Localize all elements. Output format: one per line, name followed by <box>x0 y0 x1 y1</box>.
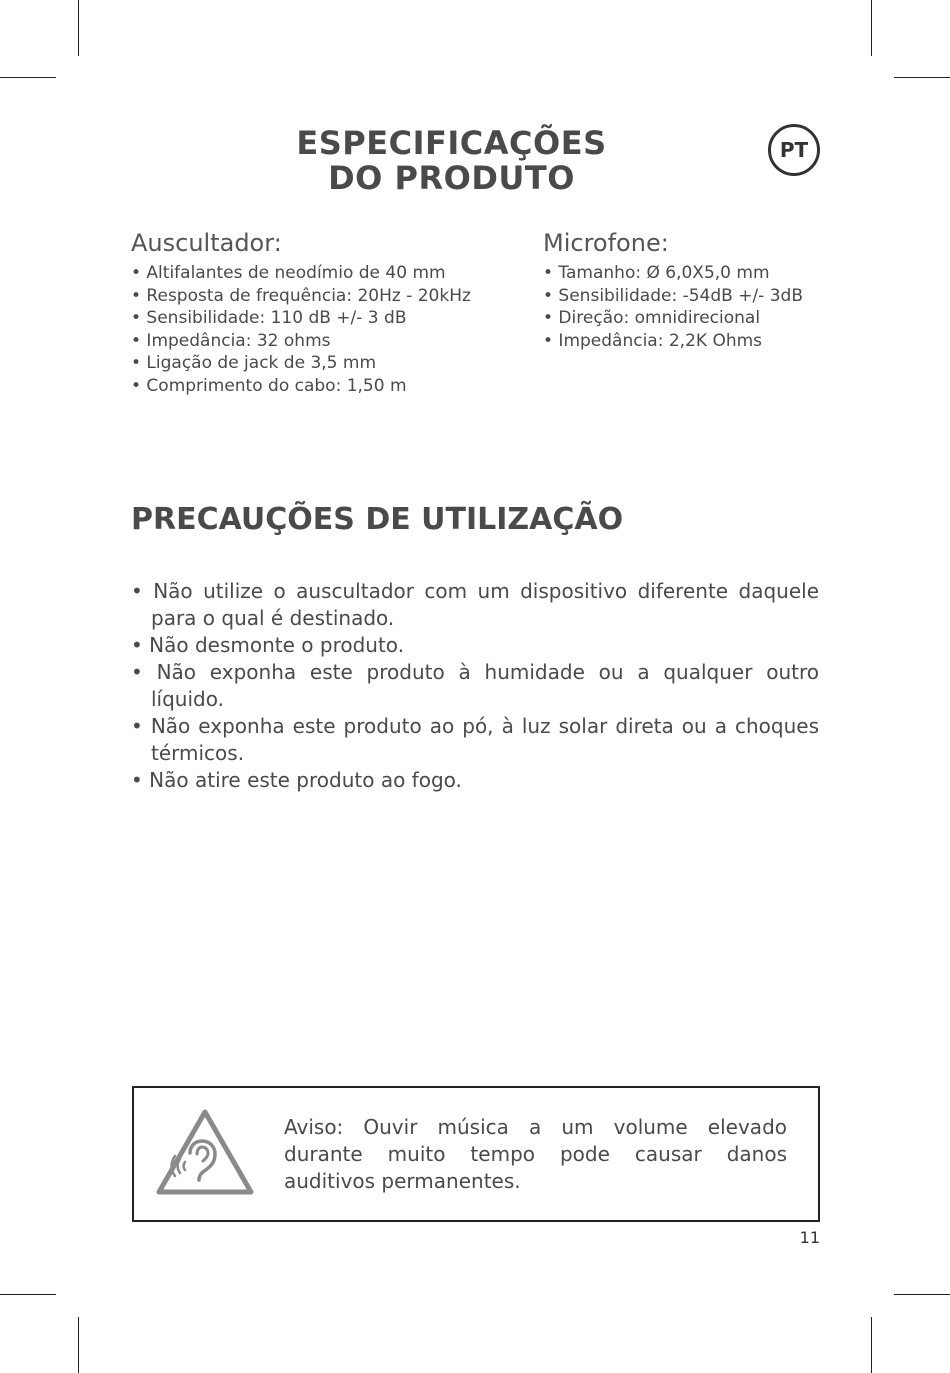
spec-item: • Altifalantes de neodímio de 40 mm <box>131 263 446 283</box>
crop-mark-tl-v <box>78 0 79 56</box>
page-number: 11 <box>799 1228 820 1247</box>
precautions-list <box>131 578 819 794</box>
crop-mark-tl-h <box>0 77 56 78</box>
crop-mark-tr-h <box>894 77 950 78</box>
microphone-specs <box>543 228 803 352</box>
headphone-specs <box>131 228 471 398</box>
crop-mark-bl-h <box>0 1294 56 1295</box>
crop-mark-bl-v <box>78 1317 79 1373</box>
spec-item: • Resposta de frequência: 20Hz - 20kHz <box>131 285 471 306</box>
headphone-heading: Auscultador: <box>131 229 282 257</box>
spec-item: • Sensibilidade: -54dB +/- 3dB <box>543 285 803 306</box>
page-title <box>200 126 703 196</box>
spec-item: • Impedância: 2,2K Ohms <box>543 330 763 351</box>
microphone-spec-list <box>543 262 803 352</box>
spec-item: • Impedância: 32 ohms <box>131 330 331 351</box>
crop-mark-tr-v <box>871 0 872 56</box>
spec-item: • Sensibilidade: 110 dB +/- 3 dB <box>131 308 407 329</box>
spec-item: • Ligação de jack de 3,5 mm <box>131 353 377 374</box>
precaution-item: • Não utilize o auscultador com um dispositivo diferente daquele para o qual é destinado. <box>131 579 819 630</box>
warning-text: Aviso: Ouvir música a um volume elevado durante muito tempo pode causar danos auditivos permanentes. <box>284 1115 787 1193</box>
hearing-warning-icon <box>155 1108 255 1198</box>
crop-mark-br-v <box>871 1317 872 1373</box>
spec-item: • Direção: omnidirecional <box>543 308 761 329</box>
precaution-item: • Não exponha este produto ao pó, à luz solar direta ou a choques térmicos. <box>131 714 819 765</box>
microphone-heading: Microfone: <box>543 229 669 257</box>
spec-item: • Tamanho: Ø 6,0X5,0 mm <box>543 263 770 283</box>
precautions-title: PRECAUÇÕES DE UTILIZAÇÃO <box>131 502 624 537</box>
page-title-line2: DO PRODUTO <box>328 159 575 197</box>
language-badge: PT <box>768 124 820 176</box>
page-title-line1: ESPECIFICAÇÕES <box>296 124 607 162</box>
spec-item: • Comprimento do cabo: 1,50 m <box>131 375 407 396</box>
warning-box <box>132 1086 820 1222</box>
precaution-item: • Não atire este produto ao fogo. <box>131 768 462 792</box>
precaution-item: • Não exponha este produto à humidade ou a qualquer outro líquido. <box>131 660 819 711</box>
headphone-spec-list <box>131 262 471 398</box>
crop-mark-br-h <box>894 1294 950 1295</box>
precaution-item: • Não desmonte o produto. <box>131 633 405 657</box>
